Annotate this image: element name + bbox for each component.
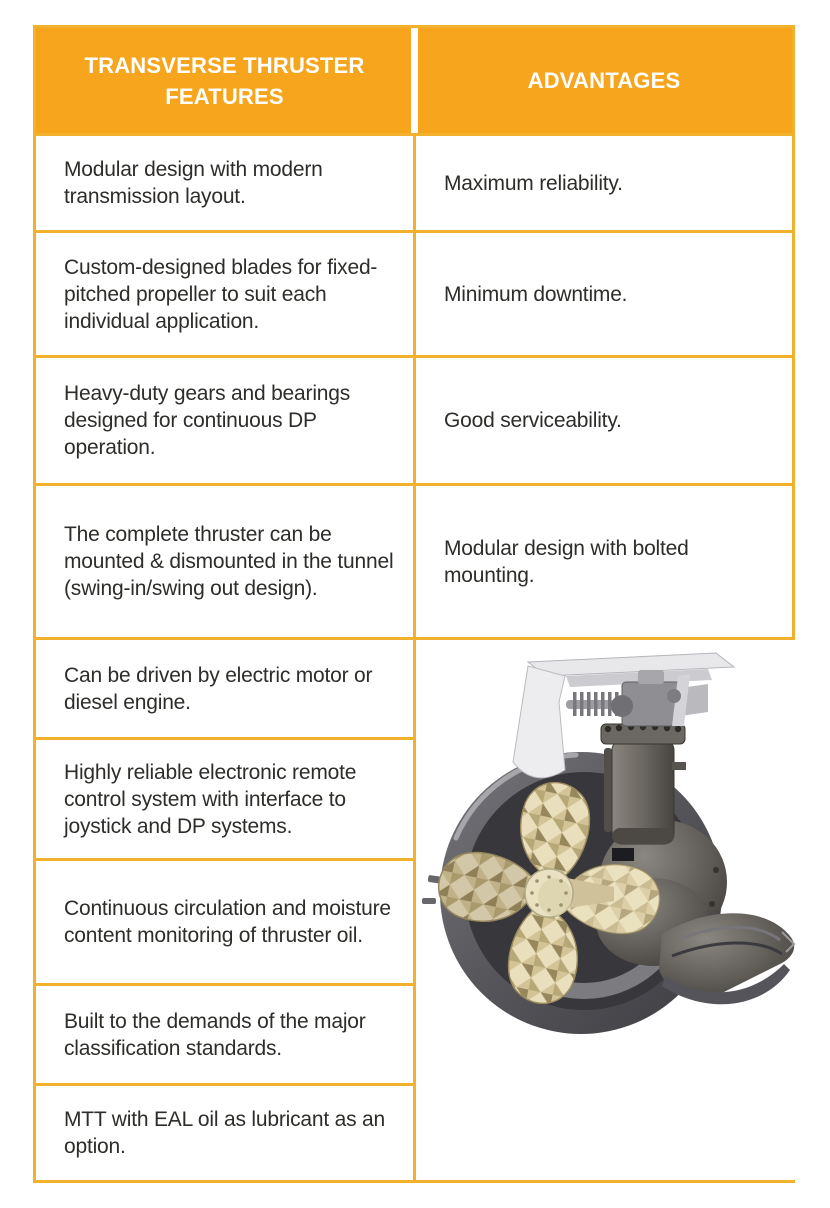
feature-text: Built to the demands of the major classification standards.: [64, 1009, 366, 1060]
advantage-text: Maximum reliability.: [444, 171, 623, 195]
feature-text: Highly reliable electronic remote control system with interface to joystick and DP systems.: [64, 760, 357, 838]
feature-cell: [36, 233, 413, 355]
features-advantages-table: [33, 25, 795, 1183]
header-white-divider: [411, 28, 418, 133]
feature-cell: [36, 640, 413, 737]
feature-cell: [36, 1086, 413, 1180]
features-column-header: [36, 28, 413, 133]
advantage-text: Modular design with bolted mounting.: [444, 536, 689, 587]
feature-cell: [36, 986, 413, 1083]
feature-text: The complete thruster can be mounted & dismounted in the tunnel (swing-in/swing out design).: [64, 523, 394, 600]
feature-text: Custom-designed blades for fixed-pitched propeller to suit each individual application.: [64, 255, 378, 333]
feature-cell: [36, 740, 413, 858]
feature-cell: [36, 486, 413, 637]
feature-text: Heavy-duty gears and bearings designed for continuous DP operation.: [64, 382, 351, 459]
feature-text: MTT with EAL oil as lubricant as an option.: [64, 1108, 385, 1158]
feature-cell: [36, 358, 413, 483]
feature-text: Modular design with modern transmission layout.: [64, 158, 323, 208]
advantage-cell: [416, 486, 792, 637]
advantage-cell: [416, 136, 792, 230]
feature-cell: [36, 136, 413, 230]
feature-text: Continuous circulation and moisture content monitoring of thruster oil.: [64, 897, 391, 947]
advantage-text: Good serviceability.: [444, 409, 622, 432]
advantages-header-label: ADVANTAGES: [527, 68, 681, 93]
feature-text: Can be driven by electric motor or diesel engine.: [64, 663, 373, 714]
advantage-cell: [416, 358, 792, 483]
advantage-text: Minimum downtime.: [444, 282, 628, 306]
advantage-cell: [416, 233, 792, 355]
features-header-label: TRANSVERSE THRUSTER FEATURES: [84, 52, 365, 109]
advantages-column-header: [416, 28, 792, 133]
product-image-cell: [416, 640, 792, 1180]
feature-cell: [36, 861, 413, 983]
thruster-product-image: [416, 640, 800, 1180]
